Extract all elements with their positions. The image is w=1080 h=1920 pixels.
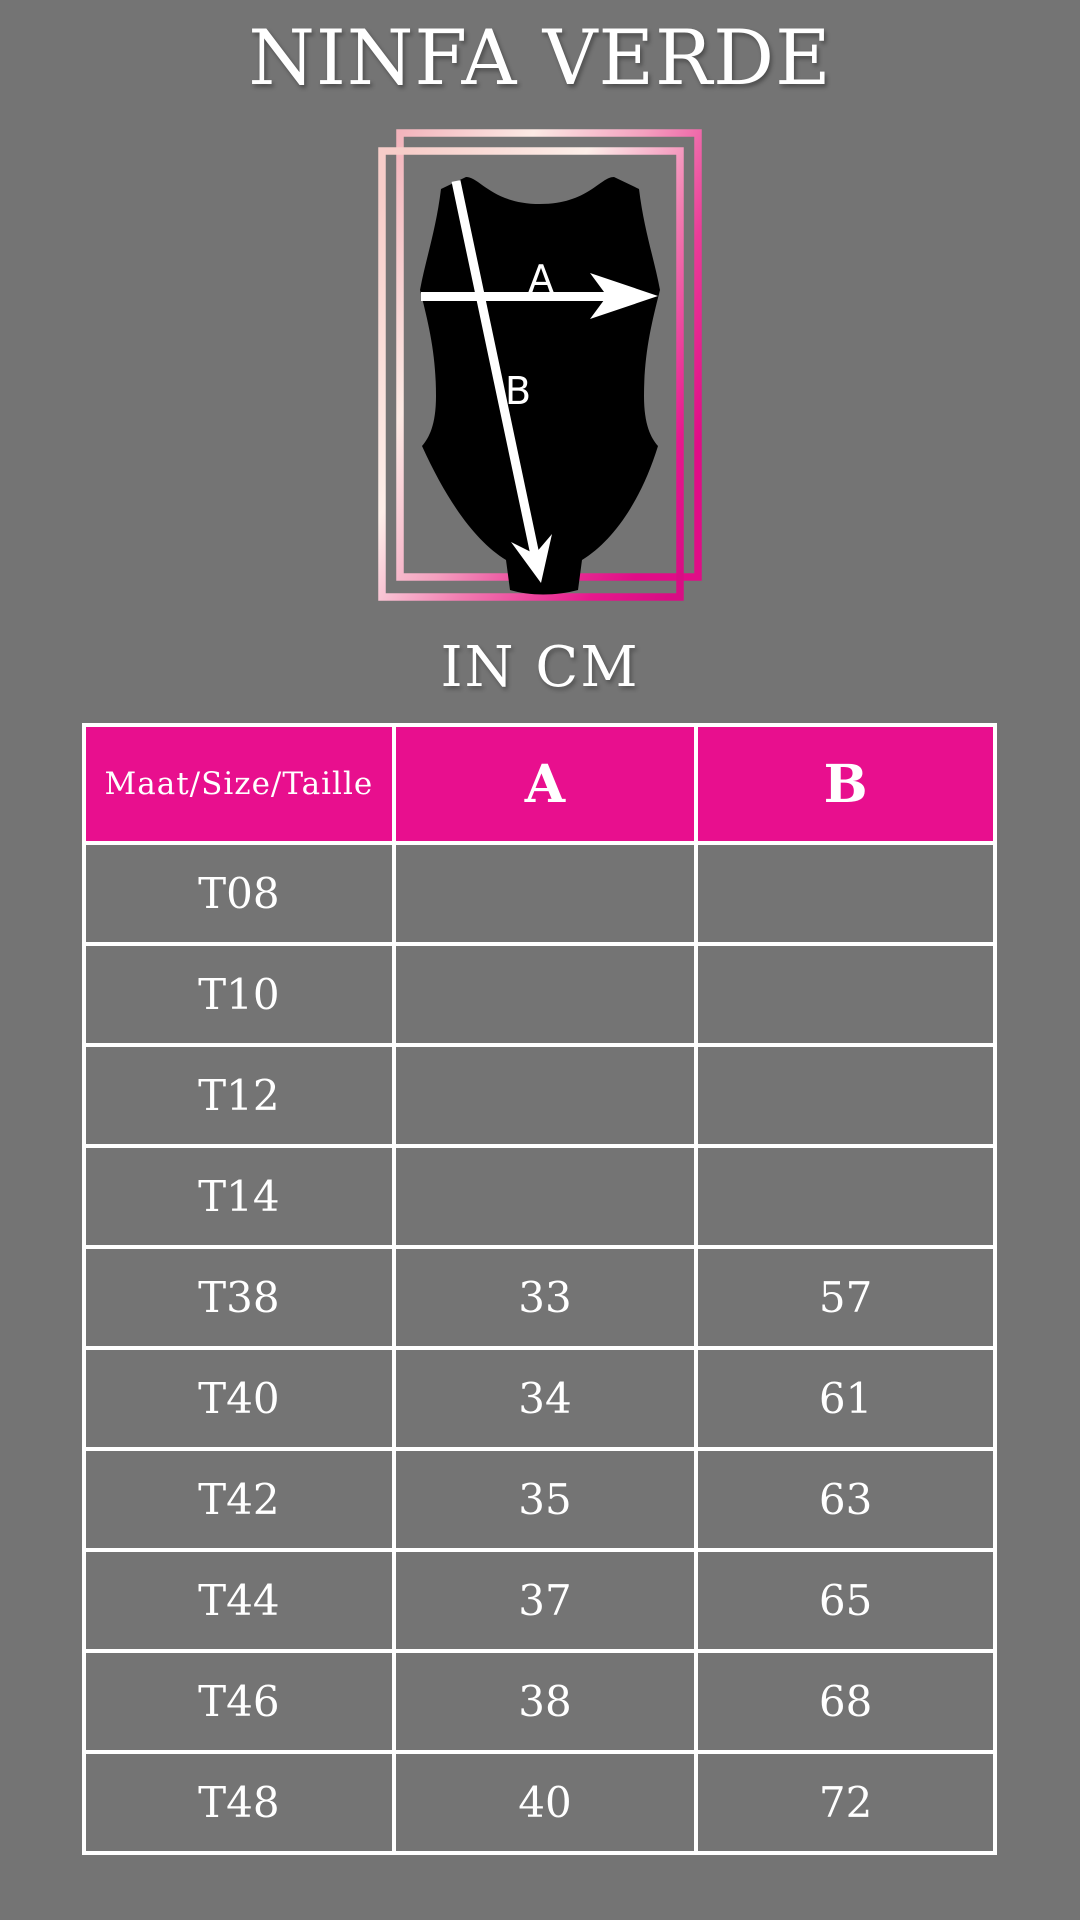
size-cell: T14: [84, 1146, 394, 1247]
table-row: [84, 1651, 995, 1752]
table-row: [84, 1348, 995, 1449]
value-cell-a: [394, 944, 696, 1045]
value-cell-a: 40: [394, 1752, 696, 1853]
table-row: [84, 1550, 995, 1651]
value-cell-a: 38: [394, 1651, 696, 1752]
table-row: [84, 1045, 995, 1146]
value-cell-b: 63: [696, 1449, 995, 1550]
header-a: A: [394, 725, 696, 843]
value-cell-b: 57: [696, 1247, 995, 1348]
header-row: [84, 725, 995, 843]
value-cell-a: 37: [394, 1550, 696, 1651]
size-cell: T40: [84, 1348, 394, 1449]
arrow-a-label: A: [528, 257, 554, 301]
table-row: [84, 843, 995, 944]
table-row: [84, 944, 995, 1045]
value-cell-b: [696, 1146, 995, 1247]
size-cell: T10: [84, 944, 394, 1045]
size-cell: T12: [84, 1045, 394, 1146]
value-cell-b: [696, 944, 995, 1045]
table-row: [84, 1449, 995, 1550]
size-cell: T42: [84, 1449, 394, 1550]
value-cell-b: 61: [696, 1348, 995, 1449]
arrow-a-shaft: [421, 292, 613, 301]
header-b: B: [696, 725, 995, 843]
unit-label: IN CM: [440, 635, 640, 700]
size-cell: T38: [84, 1247, 394, 1348]
size-cell: T46: [84, 1651, 394, 1752]
bodysuit-silhouette: [420, 177, 660, 595]
size-table: [82, 723, 997, 1855]
value-cell-b: 72: [696, 1752, 995, 1853]
arrow-b-label: B: [504, 369, 532, 413]
brand-title: NINFA VERDE: [248, 13, 832, 102]
value-cell-a: [394, 1146, 696, 1247]
size-cell: T48: [84, 1752, 394, 1853]
value-cell-a: 34: [394, 1348, 696, 1449]
value-cell-b: [696, 843, 995, 944]
table-row: [84, 1752, 995, 1853]
value-cell-a: [394, 843, 696, 944]
value-cell-a: 33: [394, 1247, 696, 1348]
size-cell: T08: [84, 843, 394, 944]
header-size: Maat/Size/Taille: [84, 725, 394, 843]
size-cell: T44: [84, 1550, 394, 1651]
value-cell-b: 68: [696, 1651, 995, 1752]
table-row: [84, 1247, 995, 1348]
value-cell-a: [394, 1045, 696, 1146]
table-row: [84, 1146, 995, 1247]
value-cell-b: 65: [696, 1550, 995, 1651]
value-cell-a: 35: [394, 1449, 696, 1550]
value-cell-b: [696, 1045, 995, 1146]
measurement-figure: [320, 103, 760, 635]
